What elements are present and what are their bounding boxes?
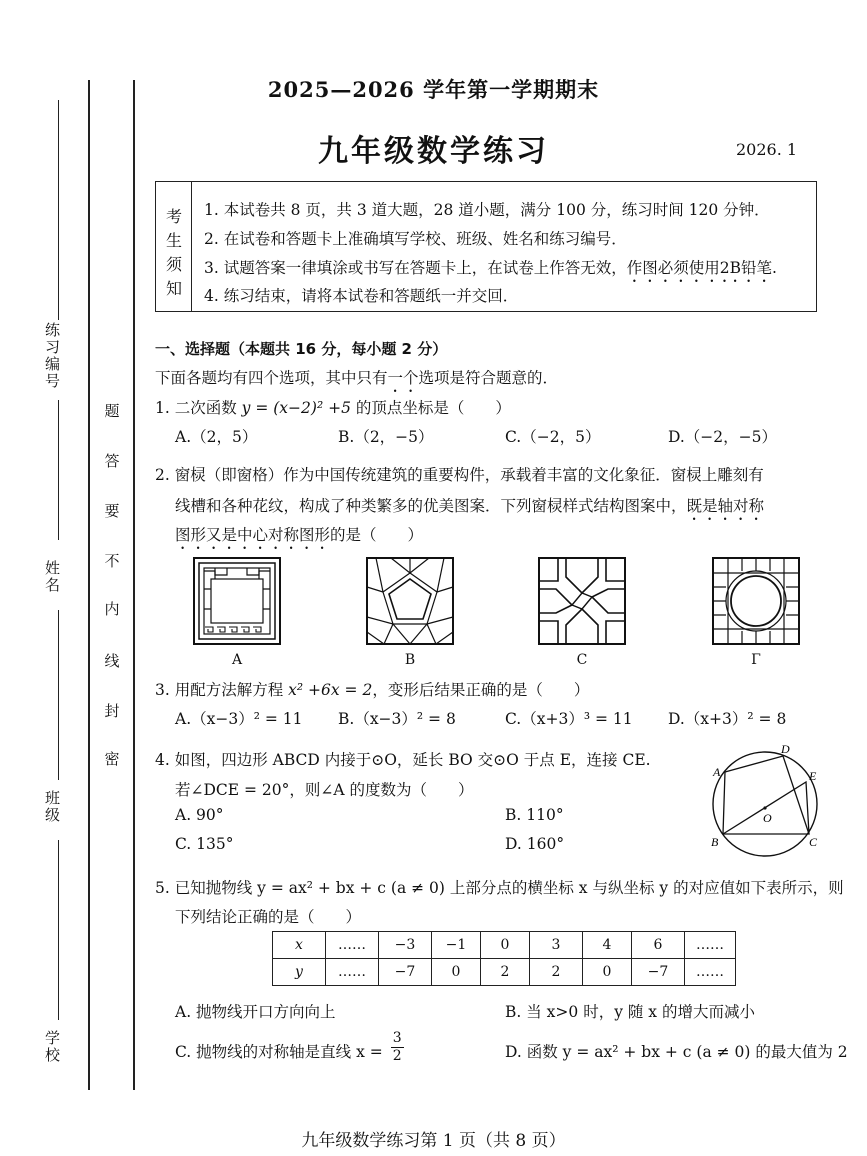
q1-stem-text: 1. 二次函数 xyxy=(155,399,237,417)
exam-term: 2025—2026 学年第一学期期末 xyxy=(267,77,600,102)
notice-item-3 xyxy=(204,256,777,286)
binding-line-left xyxy=(88,80,90,1090)
q2-line-3 xyxy=(175,523,423,553)
window-lattice-a[interactable] xyxy=(193,557,281,645)
window-lattice-d[interactable] xyxy=(712,557,800,645)
table-cell: 6 xyxy=(632,932,685,959)
table-cell: 0 xyxy=(583,959,632,986)
notice-label-char: 知 xyxy=(166,279,183,298)
q3-option-d[interactable]: D.（x+3）² = 8 xyxy=(668,710,787,728)
q4-option-a[interactable]: A. 90° xyxy=(175,806,224,824)
q4-line-1: 4. 如图，四边形 ABCD 内接于⊙O，延长 BO 交⊙O 于点 E，连接 CE. xyxy=(155,751,651,769)
q5-line-2: 下列结论正确的是（ ） xyxy=(175,908,362,926)
table-cell: x xyxy=(273,932,326,959)
table-cell: y xyxy=(273,959,326,986)
q2-line-2-text: 线槽和各种花纹，构成了种类繁多的优美图案．下列窗棂样式结构图案中， xyxy=(175,497,687,515)
table-cell: −7 xyxy=(379,959,432,986)
q5-option-b[interactable]: B. 当 x>0 时，y 随 x 的增大而减小 xyxy=(505,1003,755,1021)
seal-char: 答 xyxy=(104,452,120,470)
table-cell: …… xyxy=(685,932,736,959)
q3-option-a[interactable]: A.（x−3）² = 11 xyxy=(175,710,303,728)
table-cell: 4 xyxy=(583,932,632,959)
notice-item-4: 4. 练习结束，请将本试卷和答题纸一并交回． xyxy=(204,287,519,305)
table-row-x xyxy=(273,932,736,959)
q4-line-2: 若∠DCE = 20°，则∠A 的度数为（ ） xyxy=(175,781,474,799)
name-label: 姓名 xyxy=(43,560,61,594)
figure-label-b: B xyxy=(404,652,416,668)
table-cell: −1 xyxy=(432,932,481,959)
instruction-emphasis: 一个 xyxy=(387,369,419,387)
seal-char: 内 xyxy=(104,600,120,618)
table-cell: 2 xyxy=(481,959,530,986)
table-cell: …… xyxy=(326,959,379,986)
class-blank[interactable] xyxy=(58,840,59,1020)
notice-label-char: 考 xyxy=(166,207,183,226)
table-cell: −7 xyxy=(632,959,685,986)
q4-option-d[interactable]: D. 160° xyxy=(505,835,565,853)
school-label: 学校 xyxy=(43,1030,61,1064)
window-lattice-c[interactable] xyxy=(538,557,626,645)
notice-item-3-emphasis: 作图必须使用2B铅笔. xyxy=(626,259,777,277)
point-label-o: O xyxy=(763,811,772,825)
q3-stem xyxy=(155,678,589,700)
q1-option-b[interactable]: B.（2，−5） xyxy=(338,428,434,446)
seal-char: 题 xyxy=(104,402,120,420)
q1-stem-end: 的顶点坐标是（ ） xyxy=(355,399,511,417)
notice-label-char: 生 xyxy=(166,231,183,250)
q5-value-table xyxy=(272,931,736,986)
q5-option-d[interactable]: D. 函数 y = ax² + bx + c (a ≠ 0) 的最大值为 2 xyxy=(505,1043,848,1061)
point-label-a: A xyxy=(713,765,721,779)
seal-char: 线 xyxy=(104,652,120,670)
notice-item-2: 2. 在试卷和答题卡上准确填写学校、班级、姓名和练习编号． xyxy=(204,230,627,248)
circle-diagram xyxy=(705,742,825,860)
notice-label-char: 须 xyxy=(166,255,183,274)
q5-line-1: 5. 已知抛物线 y = ax² + bx + c (a ≠ 0) 上部分点的横坐标 x 与纵坐标 y 的对应值如下表所示，则 xyxy=(155,879,844,897)
q3-stem-end: ，变形后结果正确的是（ ） xyxy=(372,681,590,699)
fraction-denominator: 2 xyxy=(392,1048,402,1064)
table-cell: 2 xyxy=(530,959,583,986)
fraction xyxy=(391,1030,404,1065)
table-cell: −3 xyxy=(379,932,432,959)
figure-label-d: Γ xyxy=(751,652,761,668)
seal-char: 封 xyxy=(104,702,120,720)
instruction-text: 下面各题均有四个选项，其中只有 xyxy=(155,369,388,387)
binding-line-right xyxy=(133,80,135,1090)
q5-option-c-text: C. 抛物线的对称轴是直线 x = xyxy=(175,1043,383,1061)
q1-stem xyxy=(155,396,511,418)
q2-line-3-emphasis: 图形又是中心对称图形 xyxy=(175,526,331,544)
point-label-d: D xyxy=(781,742,790,756)
table-cell: 3 xyxy=(530,932,583,959)
q2-line-3-text: 的是（ ） xyxy=(330,526,424,544)
q4-option-c[interactable]: C. 135° xyxy=(175,835,234,853)
practice-no-label: 练习编号 xyxy=(43,322,61,390)
figure-label-c: C xyxy=(576,652,588,668)
q1-option-c[interactable]: C.（−2，5） xyxy=(505,428,601,446)
q3-formula: x² +6x = 2 xyxy=(288,681,373,699)
notice-item-1: 1. 本试卷共 8 页，共 3 道大题，28 道小题，满分 100 分，练习时间 120 分钟． xyxy=(204,201,770,219)
fraction-numerator: 3 xyxy=(392,1030,402,1046)
q1-option-a[interactable]: A.（2，5） xyxy=(175,428,258,446)
page-footer: 九年级数学练习第 1 页（共 8 页） xyxy=(301,1131,566,1151)
section-instruction xyxy=(155,366,558,396)
point-label-c: C xyxy=(809,835,818,849)
notice-item-3-text: 3. 试题答案一律填涂或书写在答题卡上，在试卷上作答无效， xyxy=(204,259,627,277)
section-heading: 一、选择题（本题共 16 分，每小题 2 分） xyxy=(155,340,448,358)
page-title: 九年级数学练习 xyxy=(318,134,549,169)
q3-option-b[interactable]: B.（x−3）² = 8 xyxy=(338,710,456,728)
practice-no-blank-2[interactable] xyxy=(58,400,59,540)
q3-stem-text: 3. 用配方法解方程 xyxy=(155,681,284,699)
table-cell: 0 xyxy=(432,959,481,986)
notice-label xyxy=(156,182,192,311)
seal-char: 不 xyxy=(104,552,120,570)
notice-box xyxy=(155,181,817,312)
name-blank[interactable] xyxy=(58,610,59,780)
q2-line-2 xyxy=(175,494,764,524)
table-row-y xyxy=(273,959,736,986)
seal-char: 密 xyxy=(104,750,120,768)
q5-option-a[interactable]: A. 抛物线开口方向向上 xyxy=(175,1003,336,1021)
q2-line-1: 2. 窗棂（即窗格）作为中国传统建筑的重要构件，承载着丰富的文化象征．窗棂上雕刻有 xyxy=(155,466,764,484)
point-label-e: E xyxy=(809,769,817,783)
table-cell: 0 xyxy=(481,932,530,959)
q1-formula: y = (x−2)² +5 xyxy=(241,399,351,417)
point-label-b: B xyxy=(711,835,719,849)
exam-date: 2026. 1 xyxy=(736,140,798,159)
q1-option-d[interactable]: D.（−2，−5） xyxy=(668,428,777,446)
table-cell: …… xyxy=(685,959,736,986)
class-label: 班级 xyxy=(43,790,61,824)
q3-option-c[interactable]: C.（x+3）³ = 11 xyxy=(505,710,633,728)
seal-char: 要 xyxy=(104,502,120,520)
figure-label-a: A xyxy=(231,652,243,668)
q4-option-b[interactable]: B. 110° xyxy=(505,806,564,824)
table-cell: …… xyxy=(326,932,379,959)
q5-option-c[interactable] xyxy=(175,1030,404,1070)
instruction-text-end: 选项是符合题意的． xyxy=(418,369,559,387)
q2-line-2-emphasis: 既是轴对称 xyxy=(686,497,765,515)
window-lattice-b[interactable] xyxy=(366,557,454,645)
